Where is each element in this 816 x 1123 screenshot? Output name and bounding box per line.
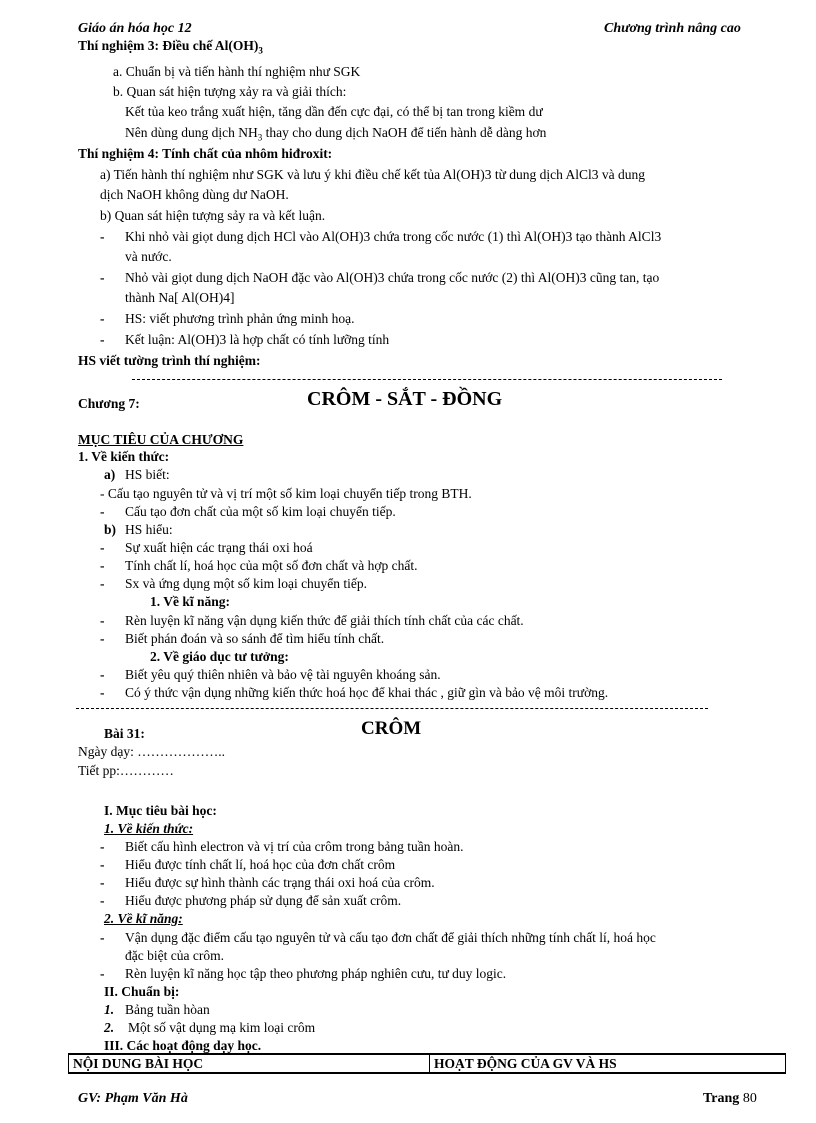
- table-header-content: NỘI DUNG BÀI HỌC: [69, 1054, 430, 1073]
- a-label: a): [104, 467, 116, 482]
- header-right: Chương trình nâng cao: [604, 21, 741, 36]
- bullet-dash: -: [100, 839, 105, 854]
- exp3-line1: Kết tủa keo trắng xuất hiện, tăng dần đến cực đại, có thể bị tan trong kiềm dư: [125, 104, 543, 119]
- objectives-heading: MỤC TIÊU CỦA CHƯƠNG: [78, 432, 244, 447]
- bullet-dash: -: [100, 576, 105, 591]
- b3: Sx và ứng dụng một số kim loại chuyển tiếp.: [125, 576, 368, 591]
- k1: Biết cấu hình electron và vị trí của crôm trong bảng tuần hoàn.: [125, 839, 464, 854]
- activities-heading: III. Các hoạt động dạy học.: [104, 1038, 262, 1053]
- exp4-a-line1: a) Tiến hành thí nghiệm như SGK và lưu ý khi điều chế kết tủa Al(OH)3 từ dung dịch AlCl3 và dung: [100, 167, 646, 182]
- divider: [132, 379, 722, 380]
- t2: Có ý thức vận dụng những kiến thức hoá học để khai thác , giữ gìn và bảo vệ môi trường.: [125, 685, 609, 700]
- lesson-table: [68, 1053, 786, 1074]
- bullet-dash: -: [100, 332, 105, 347]
- p1: Bảng tuần hòan: [125, 1002, 210, 1017]
- exp4-bullet1-line1: Khi nhỏ vài giọt dung dịch HCl vào Al(OH)3 chứa trong cốc nước (1) thì Al(OH)3 tạo thành AlCl3: [125, 229, 662, 244]
- footer-teacher: GV: Phạm Văn Hà: [78, 1091, 188, 1106]
- knowledge-heading-lesson: 1. Về kiến thức:: [104, 821, 194, 836]
- bullet-dash: -: [100, 311, 105, 326]
- table-header-row: [69, 1054, 786, 1073]
- p1-num: 1.: [104, 1002, 115, 1017]
- sk1-line2: đặc biệt của crôm.: [125, 948, 224, 963]
- s2: Biết phán đoán và so sánh để tìm hiểu tính chất.: [125, 631, 385, 646]
- divider: [76, 708, 708, 709]
- a2: Cấu tạo đơn chất của một số kim loại chuyển tiếp.: [125, 504, 396, 519]
- lesson-date: Ngày dạy: ………………..: [78, 744, 225, 759]
- bullet-dash: -: [100, 540, 105, 555]
- exp4-bullet1-line2: và nước.: [125, 249, 172, 264]
- knowledge-heading: 1. Về kiến thức:: [78, 449, 170, 464]
- exp4-a-line2: dịch NaOH không dùng dư NaOH.: [100, 187, 289, 202]
- p2: Một số vật dụng mạ kim loại crôm: [128, 1020, 316, 1035]
- exp3-title: Thí nghiệm 3: Điều chế $Al(OH)_3$: [78, 38, 263, 56]
- prep-heading: II. Chuẩn bị:: [104, 984, 180, 999]
- bullet-dash: -: [100, 613, 105, 628]
- exp4-title: Thí nghiệm 4: Tính chất của nhôm hiđroxit:: [78, 146, 333, 161]
- sk2: Rèn luyện kĩ năng học tập theo phương pháp nghiên cưu, tư duy logic.: [125, 966, 507, 981]
- skills-heading: 1. Về kĩ năng:: [150, 594, 231, 609]
- footer-page: Trang 80: [703, 1091, 757, 1106]
- chapter-title: CRÔM - SẮT - ĐỒNG: [307, 388, 503, 410]
- attitude-heading: 2. Về giáo dục tư tưởng:: [150, 649, 289, 664]
- chapter-label: Chương 7:: [78, 396, 140, 411]
- objectives-heading-lesson: I. Mục tiêu bài học:: [104, 803, 217, 818]
- bullet-dash: -: [100, 685, 105, 700]
- p2-num: 2.: [104, 1020, 115, 1035]
- exp4-bullet2-line1: Nhỏ vài giọt dung dịch NaOH đặc vào Al(OH)3 chứa trong cốc nước (2) thì Al(OH)3 cũng tan, tạo: [125, 270, 660, 285]
- table-header-activities: HOẠT ĐỘNG CỦA GV VÀ HS: [430, 1054, 786, 1073]
- bullet-dash: -: [100, 504, 105, 519]
- header-left: Giáo án hóa học 12: [78, 21, 192, 36]
- bullet-dash: -: [100, 966, 105, 981]
- k2: Hiểu được tính chất lí, hoá học của đơn chất crôm: [125, 857, 396, 872]
- a-text: HS biết:: [125, 467, 170, 482]
- exp4-bullet3: HS: viết phương trình phản ứng minh hoạ.: [125, 311, 355, 326]
- exp4-b: b) Quan sát hiện tượng sảy ra và kết luận.: [100, 208, 326, 223]
- t1: Biết yêu quý thiên nhiên và bảo vệ tài nguyên khoáng sản.: [125, 667, 441, 682]
- lesson-title: CRÔM: [361, 718, 422, 739]
- exp3-a: a. Chuẩn bị và tiến hành thí nghiệm như SGK: [113, 64, 361, 79]
- bullet-dash: -: [100, 631, 105, 646]
- bullet-dash: -: [100, 857, 105, 872]
- b2: Tính chất lí, hoá học của một số đơn chất và hợp chất.: [125, 558, 418, 573]
- bullet-dash: -: [100, 893, 105, 908]
- bullet-dash: -: [100, 229, 105, 244]
- sk1-line1: Vận dụng đặc điểm cấu tạo nguyên tử và cấu tạo đơn chất để giải thích những tính chất lí, hoá học: [125, 930, 656, 945]
- k3: Hiểu được sự hình thành các trạng thái oxi hoá của crôm.: [125, 875, 435, 890]
- a1: - Cấu tạo nguyên tử và vị trí một số kim loại chuyển tiếp trong BTH.: [100, 486, 472, 501]
- exp4-bullet4: Kết luận: Al(OH)3 là hợp chất có tính lưỡng tính: [125, 332, 390, 347]
- k4: Hiểu được phương pháp sử dụng để sản xuất crôm.: [125, 893, 402, 908]
- s1: Rèn luyện kĩ năng vận dụng kiến thức để giải thích tính chất của các chất.: [125, 613, 524, 628]
- lesson-label: Bài 31:: [104, 726, 145, 741]
- bullet-dash: -: [100, 270, 105, 285]
- b-label: b): [104, 522, 117, 537]
- bullet-dash: -: [100, 930, 105, 945]
- exp3-b: b. Quan sát hiện tượng xảy ra và giải thích:: [113, 84, 347, 99]
- skills-heading-lesson: 2. Về kĩ năng:: [104, 911, 183, 926]
- b1: Sự xuất hiện các trạng thái oxi hoá: [125, 540, 313, 555]
- bullet-dash: -: [100, 667, 105, 682]
- lesson-period: Tiết pp:…………: [78, 763, 174, 778]
- exp3-line2: Nên dùng dung dịch $NH_3$ thay cho dung dịch NaOH để tiến hành dễ dàng hơn: [125, 125, 547, 143]
- exp4-bullet2-line2: thành Na[ Al(OH)4]: [125, 290, 235, 305]
- bullet-dash: -: [100, 558, 105, 573]
- exp4-report: HS viết tường trình thí nghiệm:: [78, 353, 261, 368]
- b-text: HS hiểu:: [125, 522, 173, 537]
- bullet-dash: -: [100, 875, 105, 890]
